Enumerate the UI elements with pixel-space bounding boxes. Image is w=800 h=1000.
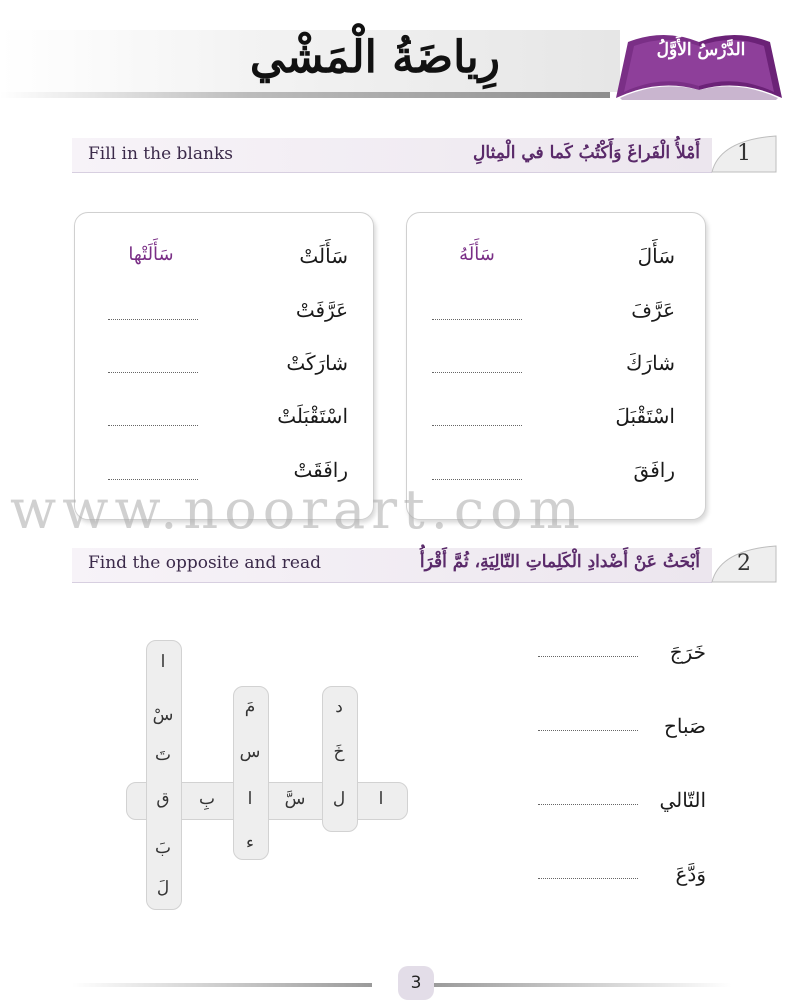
crossword-cell[interactable]: سْ — [152, 705, 174, 725]
right-answer-blank-3[interactable] — [432, 371, 522, 373]
open-book-icon — [614, 28, 784, 100]
left-answer-blank-4[interactable] — [108, 424, 198, 426]
watermark: www.noorart.com — [10, 478, 586, 541]
crossword-cell[interactable]: تَ — [154, 745, 171, 765]
lesson-label: الدَّرْسُ الأَوَّلُ — [656, 40, 746, 60]
right-word-5: رافَقَ — [633, 458, 675, 482]
crossword-cell[interactable]: سَّ — [284, 789, 306, 809]
crossword-cell[interactable]: ا — [378, 789, 384, 809]
right-answer-1: سَأَلَهُ — [459, 244, 495, 265]
left-word-4: اسْتَقْبَلَتْ — [277, 404, 348, 428]
right-word-4: اسْتَقْبَلَ — [615, 404, 675, 428]
right-word-2: عَرَّفَ — [631, 298, 675, 322]
right-answer-blank-2[interactable] — [432, 318, 522, 320]
section1-instruction-ar: أَمْلأُ الْفَراغَ وَأَكْتُبُ كَما في الْمِثالِ — [473, 143, 700, 163]
page-title: رِياضَةُ الْمَشْي — [249, 32, 500, 83]
crossword-cell[interactable]: ا — [247, 789, 253, 809]
opposite-word-2: صَباح — [663, 714, 706, 738]
opposite-blank-4[interactable] — [538, 877, 638, 879]
left-word-1: سَأَلَتْ — [299, 244, 348, 268]
right-word-1: سَأَلَ — [637, 244, 675, 268]
left-answer-blank-2[interactable] — [108, 318, 198, 320]
opposite-blank-1[interactable] — [538, 655, 638, 657]
crossword-cell[interactable]: د — [335, 697, 343, 717]
right-answer-blank-4[interactable] — [432, 424, 522, 426]
left-answer-blank-3[interactable] — [108, 371, 198, 373]
crossword-cell[interactable]: بَ — [154, 838, 171, 858]
footer-rule-left — [72, 983, 372, 987]
section1-number: 1 — [737, 141, 751, 166]
crossword-cell[interactable]: بِ — [198, 789, 215, 809]
opposite-blank-2[interactable] — [538, 729, 638, 731]
left-word-2: عَرَّفَتْ — [295, 298, 348, 322]
page-number: 3 — [398, 966, 434, 1000]
section2-instruction-en: Find the opposite and read — [88, 553, 321, 573]
left-word-3: شارَكَتْ — [286, 351, 348, 375]
opposite-blank-3[interactable] — [538, 803, 638, 805]
crossword-cell[interactable]: ا — [160, 652, 166, 672]
left-answer-1: سَأَلَتْها — [128, 244, 174, 265]
crossword-cell[interactable]: ل — [332, 789, 346, 809]
opposite-word-4: وَدَّعَ — [675, 862, 706, 886]
crossword-cell[interactable]: مَ — [244, 697, 256, 717]
crossword-cell[interactable]: ق — [156, 789, 170, 809]
section2-instruction-ar: أَبْحَثُ عَنْ أَضْدادِ الْكَلِماتِ التّالِيَةِ، ثُمَّ أَقْرَأُ — [419, 552, 700, 572]
right-word-3: شارَكَ — [626, 351, 675, 375]
crossword-cell[interactable]: ء — [246, 833, 254, 853]
opposite-word-1: خَرَجَ — [669, 640, 706, 664]
header-underline — [0, 92, 610, 98]
opposite-word-3: التّالي — [659, 788, 706, 812]
left-word-5: رافَقَتْ — [293, 458, 348, 482]
crossword-cell[interactable]: س — [239, 742, 261, 762]
section1-instruction-en: Fill in the blanks — [88, 144, 233, 164]
crossword-cell[interactable]: خَ — [333, 742, 345, 762]
crossword-cell[interactable]: لَ — [156, 878, 170, 898]
footer-rule-right — [432, 983, 732, 987]
section2-number: 2 — [737, 551, 751, 576]
crossword-strip-col1 — [146, 640, 182, 910]
